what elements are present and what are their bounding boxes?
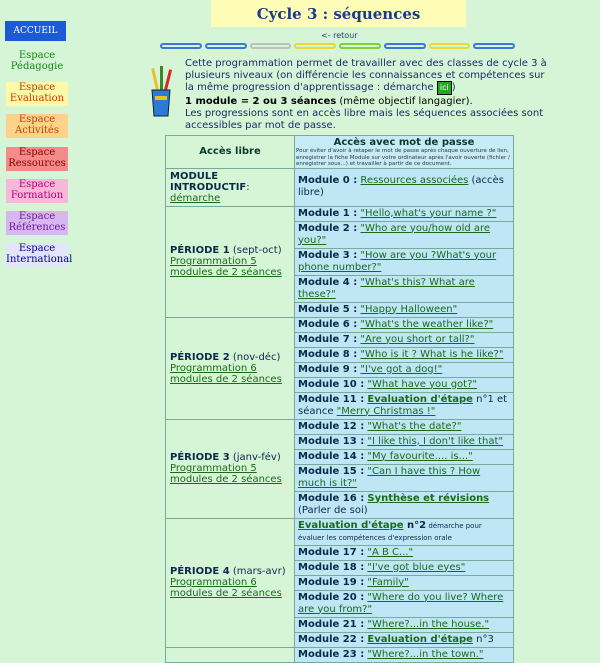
module-row — [295, 248, 514, 275]
module-link[interactable]: "I like this, I don't like that" — [367, 435, 504, 447]
nav-espace-activites[interactable]: Espace Activités — [6, 114, 68, 138]
module-link[interactable]: "Who are you/how old are you?" — [298, 222, 491, 246]
module-link[interactable]: "What's this? What are these?" — [298, 276, 475, 300]
col-header-mdp-title: Accès avec mot de passe — [333, 137, 475, 148]
module-label: Module 15 : — [298, 465, 365, 477]
module-note: n°1 et séance — [298, 393, 508, 417]
evaluation-note: démarche pour évaluer les compétences d'expression orale — [298, 521, 482, 542]
module-row — [295, 302, 514, 317]
module-row — [295, 647, 514, 662]
module-label: Module 1 : — [298, 207, 358, 219]
module-label: Module 17 : — [298, 546, 365, 558]
module-label: Module 5 : — [298, 303, 358, 315]
module-link[interactable]: "I've got blue eyes" — [367, 561, 466, 573]
retour-link[interactable]: <- retour — [321, 31, 358, 40]
module-link[interactable]: "Family" — [367, 576, 409, 588]
module-link[interactable]: "A B C..." — [367, 546, 414, 558]
module-label: Module 20 : — [298, 591, 365, 603]
period-title: PÉRIODE 1 — [170, 245, 230, 256]
module-link[interactable]: "What's the date?" — [367, 420, 462, 432]
module-note: n°3 — [472, 633, 494, 645]
programmation-link[interactable]: Programmation 5 modules de 2 séances — [170, 256, 282, 278]
module-row — [295, 590, 514, 617]
module-row — [295, 575, 514, 590]
module-link[interactable]: Evaluation d'étape — [367, 633, 473, 645]
module-note: (Parler de soi) — [298, 504, 368, 516]
nav-accueil-button[interactable]: ACCUEIL — [5, 21, 66, 41]
module-label: Module 14 : — [298, 450, 365, 462]
period-dates: (janv-fév) — [232, 452, 281, 463]
module-row — [295, 464, 514, 491]
paperclip-icon — [205, 43, 247, 49]
module-row — [295, 362, 514, 377]
module-label: Module 6 : — [298, 318, 358, 330]
module-label: Module 2 : — [298, 222, 358, 234]
paperclip-divider — [160, 43, 515, 51]
intro-module-cell — [166, 168, 295, 206]
paperclip-icon — [473, 43, 515, 49]
module-label: Module 16 : — [298, 492, 365, 504]
period-cell — [166, 206, 295, 317]
module-link[interactable]: "Where?...in the town." — [367, 648, 484, 660]
module-row — [295, 545, 514, 560]
programmation-link[interactable]: Programmation 6 modules de 2 séances — [170, 577, 282, 599]
module-link-secondary[interactable]: "Merry Christmas !" — [336, 405, 436, 417]
module-link[interactable]: "Who is it ? What is he like?" — [360, 348, 504, 360]
page-title: Cycle 3 : séquences — [211, 0, 466, 27]
module-row — [295, 617, 514, 632]
period-title: PÉRIODE 2 — [170, 351, 230, 363]
intro-module-colon: : — [246, 181, 250, 193]
evaluation-number: n°2 — [403, 519, 427, 531]
intro-paragraph-end: ) — [451, 82, 456, 93]
module-link[interactable]: "Can I have this ? How much is it?" — [298, 465, 481, 489]
module-row — [295, 377, 514, 392]
period-cell — [166, 647, 295, 662]
module-link[interactable]: "Where?...in the house." — [367, 618, 490, 630]
evaluation-link[interactable]: Evaluation d'étape — [298, 519, 404, 531]
module-definition: 1 module = 2 ou 3 séances — [185, 95, 337, 107]
module-link[interactable]: Synthèse et révisions — [367, 492, 490, 504]
module-label: Module 3 : — [298, 249, 358, 261]
module-row — [295, 206, 514, 221]
intro-paragraph: Cette programmation permet de travailler avec des classes de cycle 3 à plusieurs niveaux (on différencie les connaissances et compétences sur la même progression d'apprentissage : démarche — [185, 58, 547, 93]
module-link[interactable]: "Where do you live? Where are you from?" — [298, 591, 504, 615]
module-row — [295, 632, 514, 647]
module-link[interactable]: "I've got a dog!" — [360, 363, 443, 375]
paperclip-icon — [250, 43, 292, 49]
module-row — [295, 491, 514, 518]
module-row — [295, 434, 514, 449]
period-cell — [166, 518, 295, 647]
nav-espace-evaluation[interactable]: Espace Evaluation — [6, 82, 68, 106]
ici-link[interactable]: ici — [437, 81, 452, 95]
module-label: Module 23 : — [298, 648, 365, 660]
module-link[interactable]: "How are you ?What's your phone number?" — [298, 249, 497, 273]
module-row — [295, 449, 514, 464]
programmation-link[interactable]: Programmation 6 modules de 2 séances — [170, 362, 282, 385]
nav-espace-pedagogie[interactable]: Espace Pédagogie — [10, 50, 64, 72]
paperclip-icon — [294, 43, 336, 49]
module-link[interactable]: Evaluation d'étape — [367, 393, 473, 405]
period-dates: (mars-avr) — [232, 566, 286, 577]
module-label: Module 9 : — [298, 363, 358, 375]
sequences-table — [165, 135, 514, 663]
module-label: Module 22 : — [298, 633, 365, 645]
period-dates: (sept-oct) — [232, 245, 282, 256]
programmation-link[interactable]: Programmation 5 modules de 2 séances — [170, 463, 282, 485]
paperclip-icon — [429, 43, 471, 49]
module-label: Module 12 : — [298, 420, 365, 432]
module-note: (accès libre) — [298, 175, 504, 198]
col-header-acces-mdp — [295, 136, 514, 169]
intro-module-title: MODULE INTRODUCTIF — [170, 170, 247, 193]
module-label: Module 10 : — [298, 378, 365, 390]
module-label: Module 0 : — [298, 175, 358, 186]
module-link[interactable]: "What have you got?" — [367, 378, 477, 390]
module-label: Module 13 : — [298, 435, 365, 447]
module-label: Module 21 : — [298, 618, 365, 630]
col-header-mdp-note: Pour éviter d'avoir à retaper le mot de passe après chaque ouverture de lien, enregistrer la fiche Module sur votre ordinateur après l'avoir ouverte (fichier / enregistrer sous...) et travailler à partir de ce document. — [296, 148, 510, 167]
demarche-link[interactable]: démarche — [170, 192, 221, 204]
module-label: Module 8 : — [298, 348, 358, 360]
module-row — [295, 419, 514, 434]
period-title: PÉRIODE 3 — [170, 452, 230, 463]
paperclip-icon — [339, 43, 381, 49]
paperclip-icon — [160, 43, 202, 49]
paperclip-icon — [384, 43, 426, 49]
module-row — [295, 168, 514, 206]
module-label: Module 4 : — [298, 276, 358, 288]
module-definition-rest: (même objectif langagier). — [336, 95, 473, 107]
intro-text — [185, 58, 555, 132]
module-row — [295, 560, 514, 575]
module-row — [295, 221, 514, 248]
col-header-acces-libre: Accès libre — [166, 136, 295, 169]
nav-espace-references[interactable]: Espace Références — [6, 211, 68, 235]
module-link[interactable]: "What's the weather like?" — [360, 318, 494, 330]
module-link[interactable]: Ressources associées — [360, 175, 469, 186]
module-row — [295, 518, 514, 545]
period-cell — [166, 317, 295, 419]
module-row — [295, 347, 514, 362]
nav-espace-ressources[interactable]: Espace Ressources — [6, 147, 68, 171]
pencil-cup-icon — [147, 66, 175, 118]
module-link[interactable]: "My favourite.... is..." — [367, 450, 473, 462]
module-label: Module 19 : — [298, 576, 365, 588]
module-link[interactable]: "Happy Halloween" — [360, 303, 458, 315]
nav-espace-formation[interactable]: Espace Formation — [6, 179, 68, 203]
module-row — [295, 317, 514, 332]
period-title: PÉRIODE 4 — [170, 566, 230, 577]
module-label: Module 11 : — [298, 393, 365, 405]
module-row — [295, 275, 514, 302]
access-note: Les progressions sont en accès libre mais les séquences associées sont accessibles par mot de passe. — [185, 108, 544, 131]
module-link[interactable]: "Hello,what's your name ?" — [360, 207, 497, 219]
module-row — [295, 392, 514, 419]
module-row — [295, 332, 514, 347]
module-link[interactable]: "Are you short or tall?" — [360, 333, 475, 345]
module-label: Module 7 : — [298, 333, 358, 345]
period-cell — [166, 419, 295, 518]
nav-espace-international[interactable]: Espace International — [6, 243, 73, 265]
period-dates: (nov-déc) — [232, 351, 281, 363]
module-label: Module 18 : — [298, 561, 365, 573]
